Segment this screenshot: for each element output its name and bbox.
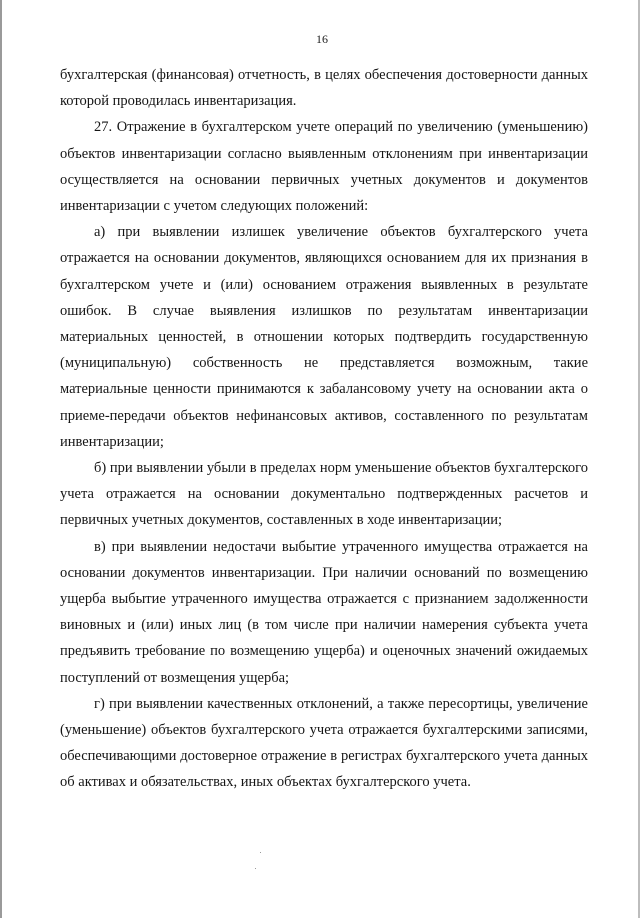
paragraph-clause-27: 27. Отражение в бухгалтерском учете операций по увеличению (уменьшению) объектов инвентаризации согласно выявленным отклонениям при инвентаризации осуществляется на основании первичных учетных документов и документов инвентаризации с учетом следующих положений:: [60, 119, 588, 215]
scan-speck: [255, 868, 256, 869]
page-number: 16: [316, 32, 328, 46]
paragraph-item-v: в) при выявлении недостачи выбытие утраченного имущества отражается на основании документов инвентаризации. При наличии оснований по возмещению ущерба выбытие утраченного имущества отражается с признанием задолженности виновных и (или) иных лиц (в том числе при наличии намерения субъекта учета предъявить требование по возмещению ущерба) и оценочных значений ожидаемых поступлений от возмещения ущерба;: [60, 538, 588, 686]
paragraph-item-b: б) при выявлении убыли в пределах норм уменьшение объектов бухгалтерского учета отражается на основании документально подтвержденных расчетов и первичных учетных документов, составленных в ходе инвентаризации;: [60, 460, 588, 529]
paragraph-continuation: бухгалтерская (финансовая) отчетность, в целях обеспечения достоверности данных которой проводилась инвентаризация.: [60, 67, 588, 110]
document-body: [60, 62, 588, 796]
paragraph-item-a: а) при выявлении излишек увеличение объектов бухгалтерского учета отражается на основании документов, являющихся основанием для их признания в бухгалтерском учете и (или) основанием отражения выявленных в результате ошибок. В случае выявления излишков по результатам инвентаризации материальных ценностей, в отношении которых подтвердить государственную (муниципальную) собственность не представляется возможным, такие материальные ценности принимаются к забалансовому учету на основании акта о приеме-передачи объектов нефинансовых активов, составленного по результатам инвентаризации;: [60, 224, 588, 450]
scan-speck: [260, 852, 261, 853]
paragraph-item-g: г) при выявлении качественных отклонений, а также пересортицы, увеличение (уменьшение) объектов бухгалтерского учета отражается бухгалтерскими записями, обеспечивающими достоверное отражение в регистрах бухгалтерского учета данных об активах и обязательствах, иных объектах бухгалтерского учета.: [60, 695, 588, 791]
